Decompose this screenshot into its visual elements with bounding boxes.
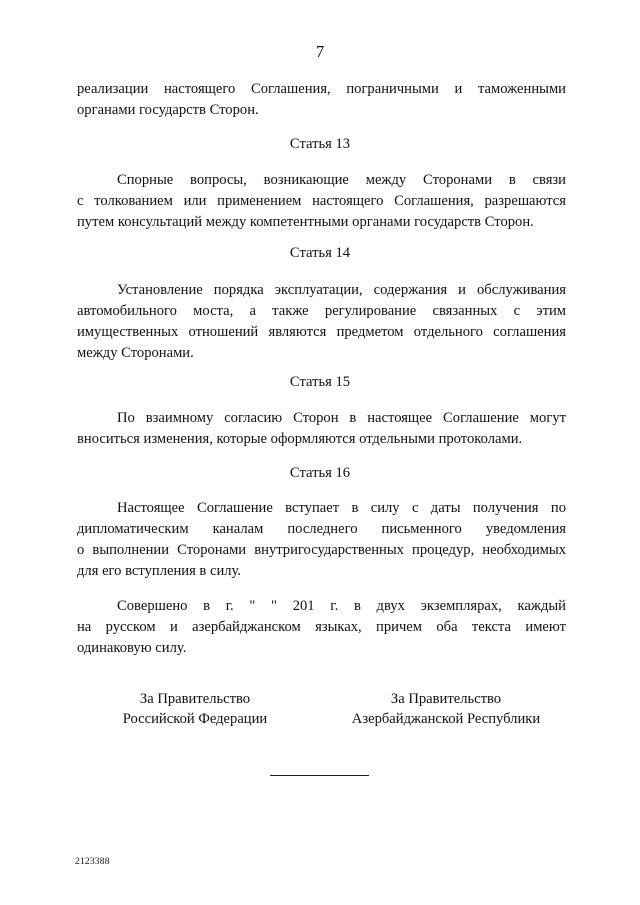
- closing-divider: [270, 775, 369, 776]
- article-16-heading: Статья 16: [289, 465, 351, 481]
- paragraph-line: органами государств Сторон.: [77, 102, 259, 118]
- signature-block-azerbaijan: [330, 689, 562, 729]
- paragraph-line: дипломатическим каналам последнего письменного уведомления: [77, 521, 566, 537]
- signature-line: Азербайджанской Республики: [351, 711, 541, 727]
- signature-line: За Правительство: [139, 691, 251, 707]
- article-15-heading: Статья 15: [289, 374, 351, 390]
- article-14-paragraph: [77, 280, 566, 364]
- paragraph-line: с толкованием или применением настоящего Соглашения, разрешаются: [77, 193, 566, 209]
- signature-line: За Правительство: [390, 691, 502, 707]
- article-13-paragraph: [77, 170, 566, 233]
- paragraph-line: вноситься изменения, которые оформляются отдельными протоколами.: [77, 431, 523, 447]
- paragraph-line: путем консультаций между компетентными органами государств Сторон.: [77, 214, 534, 230]
- paragraph-line: Настоящее Соглашение вступает в силу с даты получения по: [117, 500, 566, 516]
- paragraph-line: реализации настоящего Соглашения, пограничными и таможенными: [77, 81, 566, 97]
- page-number: 7: [315, 42, 325, 61]
- paragraph-line: имущественных отношений являются предметом отдельного соглашения: [77, 324, 566, 340]
- article-14-heading: Статья 14: [289, 245, 351, 261]
- signing-paragraph: [77, 596, 566, 659]
- paragraph-line: Установление порядка эксплуатации, содержания и обслуживания: [117, 282, 566, 298]
- paragraph-line: автомобильного моста, а также регулирование связанных с этим: [77, 303, 566, 319]
- document-code: 2123388: [75, 857, 110, 867]
- intro-paragraph: [77, 79, 566, 121]
- paragraph-line: на русском и азербайджанском языках, причем оба текста имеют: [77, 619, 566, 635]
- paragraph-line: Спорные вопросы, возникающие между Сторонами в связи: [117, 172, 566, 188]
- paragraph-line: Совершено в г. " " 201 г. в двух экземплярах, каждый: [117, 598, 566, 614]
- article-15-paragraph: [77, 408, 566, 450]
- paragraph-line: одинаковую силу.: [77, 640, 187, 656]
- article-13-heading: Статья 13: [289, 136, 351, 152]
- signature-block-russia: [95, 689, 295, 729]
- paragraph-line: между Сторонами.: [77, 345, 194, 361]
- paragraph-line: о выполнении Сторонами внутригосударственных процедур, необходимых: [77, 542, 566, 558]
- article-16-paragraph: [77, 498, 566, 582]
- paragraph-line: для его вступления в силу.: [77, 563, 242, 579]
- signature-line: Российской Федерации: [122, 711, 268, 727]
- paragraph-line: По взаимному согласию Сторон в настоящее Соглашение могут: [117, 410, 566, 426]
